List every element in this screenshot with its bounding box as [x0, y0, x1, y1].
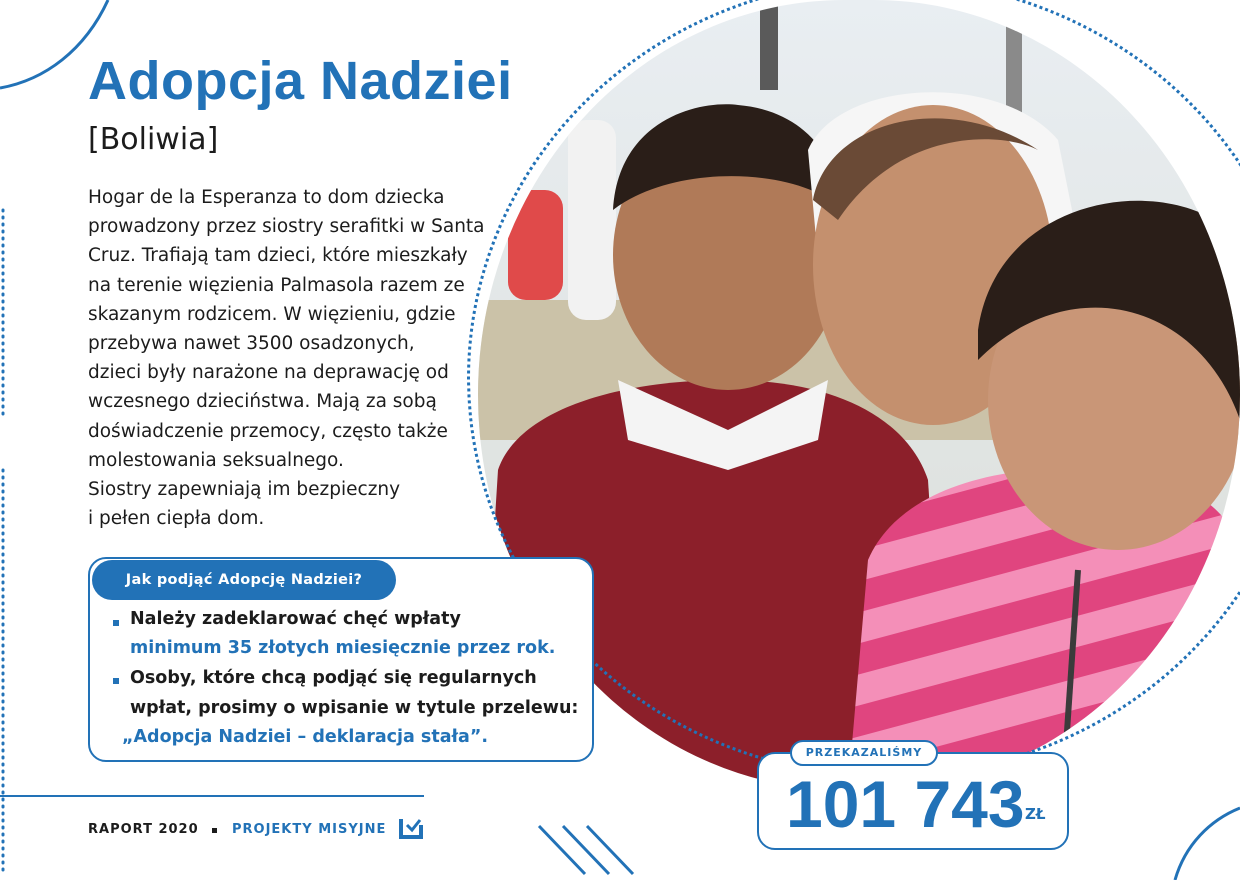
bullet-icon	[113, 620, 119, 626]
footer-section-label: PROJEKTY MISYJNE	[232, 822, 387, 837]
body-line: skazanym rodzicem. W więzieniu, gdzie	[88, 303, 456, 325]
page-title: Adopcja Nadziei	[88, 51, 513, 111]
bottom-right-arc-decoration	[1170, 800, 1240, 880]
footer-divider	[0, 795, 424, 797]
logo-icon	[398, 816, 424, 840]
footer-separator	[212, 828, 217, 833]
body-line: prowadzony przez siostry serafitki w Santa	[88, 216, 485, 238]
info-item-1-line-1: Należy zadeklarować chęć wpłaty	[130, 609, 461, 629]
body-line: przebywa nawet 3500 osadzonych,	[88, 333, 415, 355]
body-line: Siostry zapewniają im bezpieczny	[88, 479, 401, 501]
amount-value: 101 743	[786, 767, 1025, 841]
info-heading: Jak podjąć Adopcję Nadziei?	[92, 560, 396, 600]
left-dotted-line-decoration	[0, 0, 10, 874]
amount-label: PRZEKAZALIŚMY	[790, 740, 938, 766]
info-item-2-line-2: wpłat, prosimy o wpisanie w tytule przelewu:	[130, 698, 579, 718]
body-line: Cruz. Trafiają tam dzieci, które mieszkały	[88, 245, 468, 267]
body-line: doświadczenie przemocy, często także	[88, 420, 448, 442]
body-line: wczesnego dzieciństwa. Mają za sobą	[88, 391, 437, 413]
body-paragraph	[88, 183, 488, 533]
body-line: i pełen ciepła dom.	[88, 508, 265, 530]
info-item-2-line-1: Osoby, które chcą podjąć się regularnych	[130, 668, 537, 688]
diagonal-stripes-decoration	[535, 818, 655, 878]
footer-report-label: RAPORT 2020	[88, 822, 199, 837]
body-line: molestowania seksualnego.	[88, 449, 344, 471]
body-line: na terenie więzienia Palmasola razem ze	[88, 274, 465, 296]
amount-unit: ZŁ	[1025, 805, 1046, 823]
page-subtitle: [Boliwia]	[88, 122, 219, 157]
bullet-icon	[113, 678, 119, 684]
info-item-2-line-3: „Adopcja Nadziei – deklaracja stała”.	[122, 727, 488, 747]
body-line: dzieci były narażone na deprawację od	[88, 362, 449, 384]
info-item-1-line-2: minimum 35 złotych miesięcznie przez rok.	[130, 638, 556, 658]
body-line: Hogar de la Esperanza to dom dziecka	[88, 187, 445, 208]
